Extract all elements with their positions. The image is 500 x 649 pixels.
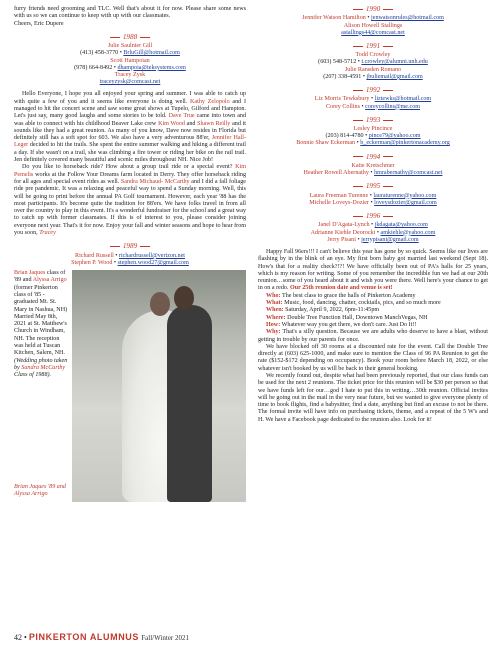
class-year-1996: 1996 [258, 213, 488, 221]
contacts-1988: Julie Saulnier Gill (413) 458-3770 • BrluGill@hotmail.com Scott Hampoian (978) 664-8492 • dhampoia@teksystems.com Tracey Zysk traceyzysk@comcast.net [14, 43, 246, 86]
reunion-when: When: Saturday, April 9, 2022, 6pm-11:45pm [266, 307, 380, 314]
email-link[interactable]: jkdagata@yahoo.com [374, 222, 428, 229]
reunion-how: How: Whatever way you get there, we don't care. Just Do It!! [266, 321, 417, 328]
reunion-why: Why: That's a silly question. Because we are adults who deserve to have a blast, without getting in trouble by our parents for once. [258, 329, 488, 343]
email-link[interactable]: pince79@yahoo.com [368, 133, 421, 140]
email-link[interactable]: stephen.wood27@gmail.com [117, 259, 189, 266]
wedding-section [14, 270, 246, 502]
reunion-funds: We recently found out, despite what had been previously reported, that our class funds can be used for the next 2 reunions. The ticket price for this reunion will be $30 per person so that we have funds left for our…god I hate to put this in writing…30th reunion. Official invites will be going out in the mail in the very near future, but we wanted to give everyone plenty of time to book flights, find a babysitter, find a date, anything but find an excuse to not be there. The formal invite will have info on purchasing tickets, theme, and a repeat of the 5 W's and H. We have a Facebook page dedicated to the reunion also. Look for it! [258, 372, 488, 423]
class-year-1989: 1989 [14, 243, 246, 251]
page-footer: 42 • PINKERTON ALUMNUS Fall/Winter 2021 [14, 632, 190, 642]
email-link[interactable]: loveysdozier@gmail.com [374, 199, 437, 206]
email-link[interactable]: lauraturenne@yahoo.com [373, 192, 437, 199]
issue-label: Fall/Winter 2021 [141, 634, 190, 642]
bride-head [150, 292, 170, 316]
contact-name: Julie Saulnier Gill [107, 43, 153, 50]
reunion-rooms: We have blocked off 30 rooms at a discounted rate for the event. Call the Double Tree directly at (603) 625-1000, and make sure to mention the Class of 96 PA Reunion to get the rate ($152-$172 depending on occupancy). Book your room before March 18, 2022, or else whatever isn't booked by us will be back to their general booking. [258, 343, 488, 372]
class-year-1995: 1995 [258, 183, 488, 191]
groom-figure [167, 305, 212, 502]
class-year-1992: 1992 [258, 87, 488, 95]
right-column: 1990 Jennifer Watson Hamilton • jenwatsonrules@hotmail.com Alison Howell Stallings astallings44@comcast.net 1991 Todd Crowley (603) 548-5712 • t.crowley@alumni.unh.edu Julie Ransden Romano (207) 338-4591 • jbuliemail@gmail.com 1992 Liz Morris Tewksbury • liztewks@hotmail.com Corey Collins • coreycollins@me.com 1993 Lesley Pincince (203) 814-4780 • pince79@yahoo.com Bonnie Shaw Eckerman • b_eckerman@pinkertonacademy.org 1994 Katie Kretschmer Heather Rowell Abernathy • hmrabernathy@comcast.net 1995 Laura Freeman Turenne • lauraturenne@yahoo.com Michelle Loveys-Dozier • loveysdozier@gmail.com 1996 Janel D'Agata-Lynch • jkdagata@yahoo.com Adrianne Kiehle Deorocki • amkiehle@yahoo.com Jerry Pisani • jerrypisani@gmail.com Happy Fall 96ers!!! I can't believe this year has gone by so quick. Seems like our lives are flashing by in the blink of an eye. My first born baby got married last weekend (Sept 18). How's that for a reality check?!?! We have officially been out of PA's halls for 25 years, which is my reason for writing. Some of you remember the incredible fun we had at our 20th reunion…some of you heard about it and wish you were there. Well here's your chance to get in on a redo. Our 25th reunion date and venue is set! Who: The best class to grace the halls of Pinkerton Academy What: Music, food, dancing, chatter, cocktails, pics, and so much more When: Saturday, April 9, 2022, 6pm-11:45pm Where: Double Tree Function Hall, Downtown ManchVegas, NH How: Whatever way you get there, we don't care. Just Do It!! Why: That's a silly question. Because we are adults who deserve to have a blast, without getting in trouble by our parents for once. We have blocked off 30 rooms at a discounted rate for the event. Call the Double Tree directly at (603) 625-1000, and make sure to mention the Class of 96 PA Reunion to get the rate ($152-$172 depending on occupancy). Book your room before March 18, 2022, or else whatever isn't booked by us will be back to their general booking. We recently found out, despite what had been previously reported, that our class funds can be used for the next 2 reunions. The ticket price for this reunion will be $30 per person so that we have funds left for our…god I hate to put this in writing…30th reunion. Official invites will be going out in the mail in the very near future, but we wanted to give everyone plenty of time to book flights, find a babysitter, find a date, anything but find an excuse to not be there. The formal invite will have info on purchasing tickets, theme, and a repeat of the 5 W's and H. We have a Facebook page dedicated to the reunion also. Look for it! [258, 5, 488, 423]
wedding-caption: Brian Jaques class of '89 and Alyssa Arrigo (former Pinkerton class of '85 - graduated Mt. St. Mary in Nashua, NH) Married May 8th, 2021 at St. Matthew's Church in Windham, NH. The reception was held at Tuscan Kitchen, Salem, NH. (Wedding photo taken by Sandra McCarthy Class of 1988). Brian Jaques '89 and Alyssa Arrigo [14, 270, 68, 498]
contacts-1989: Richard Russell • richardrussell@verizon.net Stephen P. Wood • stephen.wood27@gmail.com [71, 252, 189, 266]
class-year-1993: 1993 [258, 117, 488, 125]
email-link[interactable]: coreycollins@me.com [365, 103, 421, 110]
page-number: 42 [14, 633, 22, 642]
email-link[interactable]: jenwatsonrules@hotmail.com [371, 15, 444, 22]
email-link[interactable]: amkiehle@yahoo.com [380, 229, 436, 236]
wedding-photo [72, 270, 246, 502]
email-link[interactable]: b_eckerman@pinkertonacademy.org [360, 140, 450, 147]
email-link[interactable]: richardrussell@verizon.net [118, 252, 185, 259]
class-year-1991: 1991 [258, 43, 488, 51]
news-paragraph: Hello Everyone, I hope you all enjoyed your spring and summer. I was able to catch up with quite a few of you and it seems like everyone is doing well. Kathy Zelopolo and I managed to hit the concert scene and saw some great shows at Tupelo, Gilford and Hampton. Let's just say, many good laughs and some stories to be told. Dave True came into town and was able to connect with his childhood Beaver Lake crew Kim Wood and Shawn Reilly and it sounds like they had a great reunion. As many of you know, Dave now resides in Florida but definitely still has a soft spot for 603. We also have a very adventurous 88'er, Jennifer Hall-Leger decided to hit the trails. She spent the entire summer walking and hiking a different trail a day. If she wasn't on a trail, she was climbing a fire tower or riding her bike on the rail trail. Jen definitely covered many beautiful and scenic miles throughout NH. Nice Job! [14, 91, 247, 164]
email-link[interactable]: dhampoia@teksystems.com [117, 64, 186, 71]
publication-name: PINKERTON ALUMNUS [28, 632, 140, 642]
contact-name: Tracey Zysk [114, 72, 146, 78]
class-year-1988: 1988 [14, 34, 246, 42]
email-link[interactable]: hmrabernathy@comcast.net [374, 170, 443, 177]
groom-head [174, 286, 194, 310]
contact-name: Scott Hampoian [110, 57, 150, 64]
email-link[interactable]: jerrypisani@gmail.com [361, 236, 419, 243]
email-link[interactable]: liztewks@hotmail.com [374, 96, 432, 103]
email-link[interactable]: BrluGill@hotmail.com [123, 50, 180, 57]
reunion-intro: Happy Fall 96ers!!! I can't believe this year has gone by so quick. Seems like our lives are flashing by in the blink of an eye. My first born baby got married last weekend (Sept 18). How's that for a reality check?!?! We have officially been out of PA's halls for 25 years, which is my reason for writing. Some of you remember the incredible fun we had at our 20th reunion…some of you heard about it and wish you were there. Well here's your chance to get in on a redo. Our 25th reunion date and venue is set! [258, 248, 488, 292]
news-paragraph: Do you like to horseback ride? How about a group trail ride or a special event? Kim Pemelis works at the Follow Your Dreams farm located in Derry. They offer horseback riding for all ages and special event rides as well. Sandra Michaud- McCarthy and I did a fall foliage ride pre pandemic. It was a relaxing and peaceful way to spend a Sunday morning. Well, this will be going to print before the annual PA Golf tournament. However, each year '88 has the most participants. It's become quite the tradition for 88'ers. We have folks travel in from all over the country to play in this event. It's a wonderful fundraiser for the school and a great way to catch up with former classmates. If this is of interest to you, please consider joining everyone next year. That's it for now. Enjoy your fall and winter seasons and hope to hear from you soon, Tracey [14, 164, 246, 237]
photo-credit: Brian Jaques '89 and Alyssa Arrigo [14, 484, 66, 498]
email-link[interactable]: t.crowley@alumni.unh.edu [361, 59, 428, 66]
signoff: Cheers, Eric Dupere [14, 20, 64, 27]
email-link[interactable]: jbuliemail@gmail.com [366, 73, 423, 80]
reunion-what: What: Music, food, dancing, chatter, cocktails, pics, and so much more [266, 300, 441, 307]
email-link[interactable]: astallings44@comcast.net [341, 29, 405, 36]
left-column [14, 6, 246, 502]
email-link[interactable]: traceyzysk@comcast.net [99, 79, 161, 86]
intro-text: furry friends need grooming and TLC. Well that's about it for now. Please share some news with us so we can continue to keep with up with our classmates. [14, 6, 246, 20]
reunion-who: Who: The best class to grace the halls of Pinkerton Academy [266, 292, 416, 299]
class-year-1994: 1994 [258, 154, 488, 162]
class-year-1990: 1990 [258, 6, 488, 14]
reunion-where: Where: Double Tree Function Hall, Downtown ManchVegas, NH [266, 314, 428, 321]
